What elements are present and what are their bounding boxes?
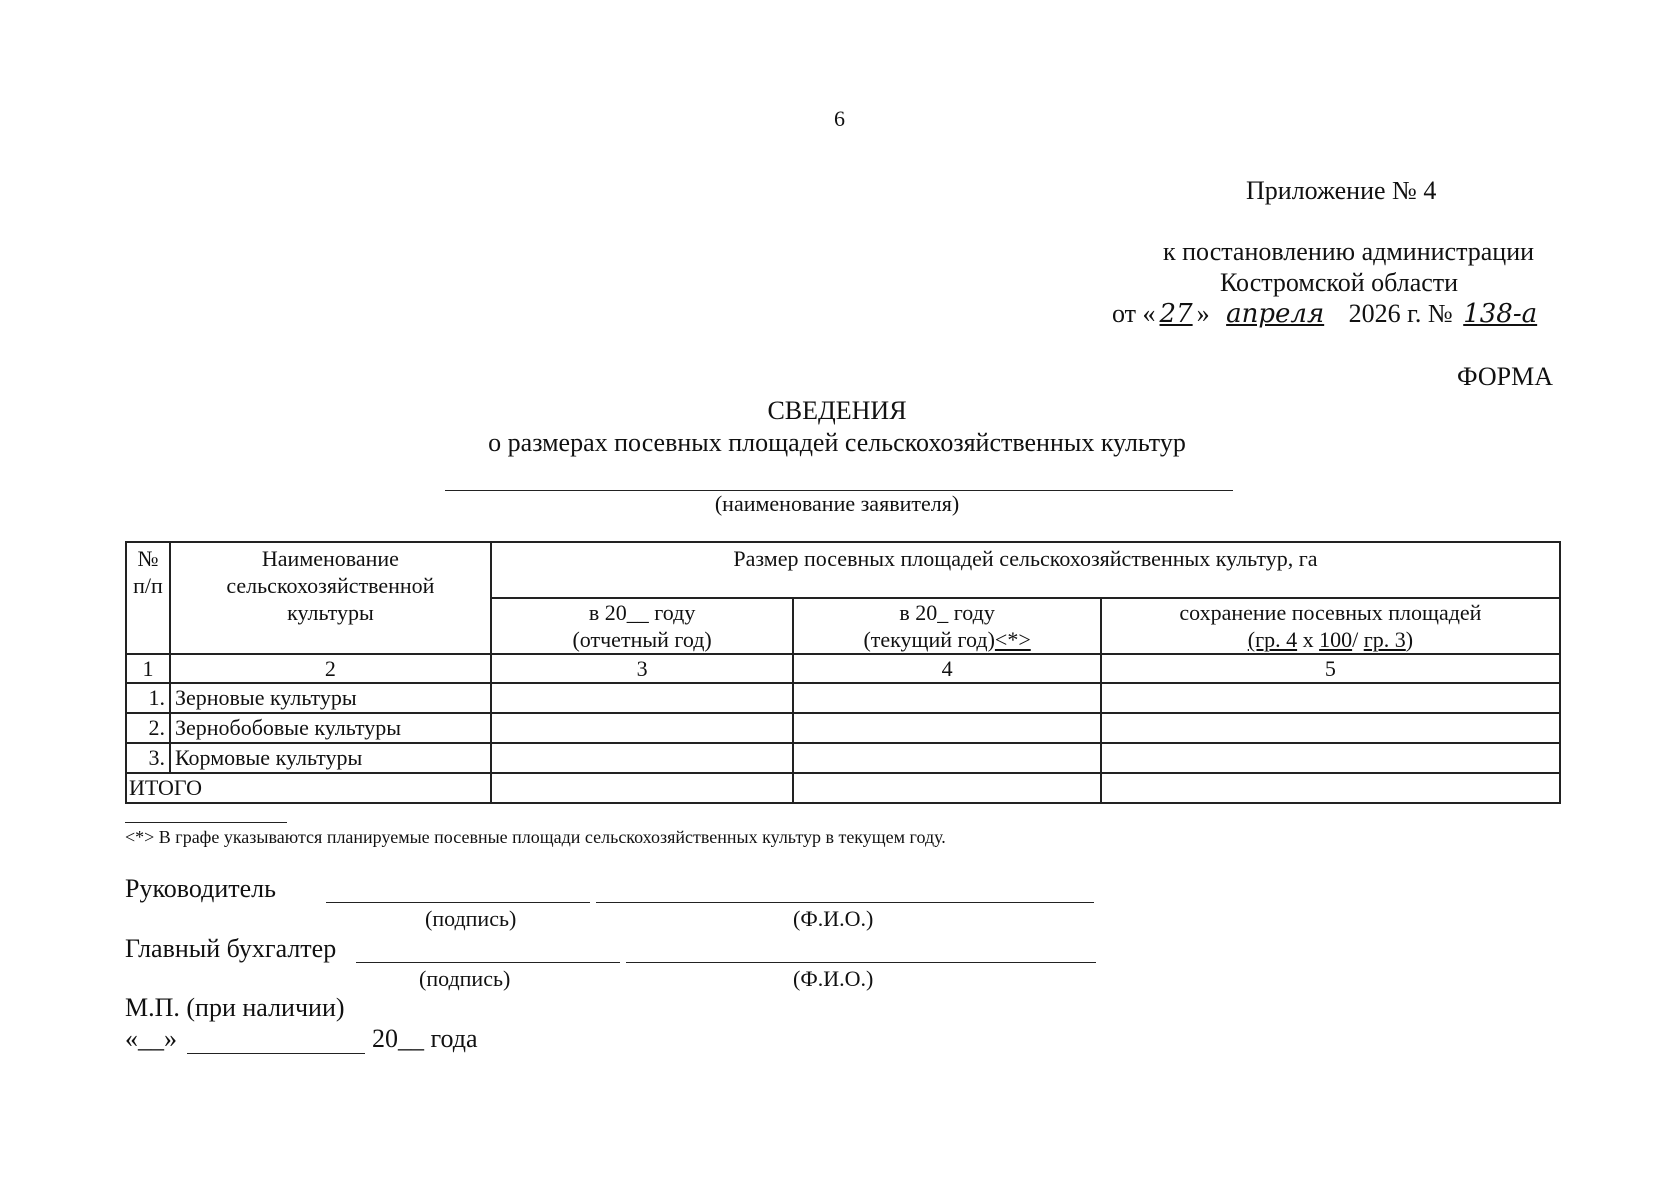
head-signature-caption: (подпись) [425, 906, 517, 931]
appendix-title: Приложение № 4 [1246, 176, 1437, 205]
table-index-row [126, 654, 1560, 683]
header-col5-line2: (гр. 4 x 100/ гр. 3) [1247, 627, 1414, 652]
header-col3-line1: в 20__ году [588, 600, 696, 625]
footnote-link[interactable]: <*> [994, 627, 1031, 652]
appendix-line2: Костромской области [1220, 268, 1459, 297]
header-col4 [793, 598, 1100, 654]
date-day-blank: «__» [125, 1024, 177, 1053]
appendix-line1: к постановлению администрации [1163, 237, 1535, 266]
document-title: СВЕДЕНИЯ [767, 396, 907, 425]
table-row [126, 743, 1560, 773]
head-fio-line[interactable] [596, 902, 1094, 903]
footnote-separator [125, 822, 287, 823]
form-label: ФОРМА [1457, 362, 1553, 391]
appendix-date-line [1112, 299, 1541, 329]
table-total-row [126, 773, 1560, 803]
crop-area-table [125, 541, 1561, 804]
header-col4-line1: в 20_ году [899, 600, 995, 625]
date-mid: » [1196, 299, 1210, 328]
document-subtitle: о размерах посевных площадей сельскохозяйственных культур [488, 428, 1186, 457]
head-label: Руководитель [125, 874, 276, 903]
table-row [126, 713, 1560, 743]
row-cell-col5[interactable] [1101, 743, 1560, 773]
header-col4-line2: (текущий год)<*> [863, 627, 1031, 652]
accountant-signature-line[interactable] [356, 962, 620, 963]
header-group: Размер посевных площадей сельскохозяйственных культур, га [491, 542, 1560, 598]
handwritten-month: апреля [1226, 299, 1325, 329]
date-prefix: от « [1112, 299, 1156, 328]
date-month-line[interactable] [187, 1053, 365, 1054]
head-signature-line[interactable] [326, 902, 590, 903]
total-label: ИТОГО [126, 773, 491, 803]
page-number: 6 [834, 106, 845, 131]
row-crop-name: Зернобобовые культуры [170, 713, 491, 743]
total-cell-col4[interactable] [793, 773, 1100, 803]
date-year-text: 20__ года [372, 1024, 478, 1053]
header-col5-line1: сохранение посевных площадей [1179, 600, 1482, 625]
index-cell: 3 [491, 654, 794, 683]
accountant-fio-caption: (Ф.И.О.) [793, 966, 874, 991]
header-col3 [491, 598, 794, 654]
accountant-label: Главный бухгалтер [125, 934, 337, 963]
accountant-signature-caption: (подпись) [419, 966, 511, 991]
row-cell-col5[interactable] [1101, 713, 1560, 743]
date-year: 2026 г. № [1348, 299, 1453, 328]
index-cell: 4 [793, 654, 1100, 683]
footnote-text: <*> В графе указываются планируемые посевные площади сельскохозяйственных культур в текущем году. [125, 827, 946, 847]
row-cell-col4[interactable] [793, 743, 1100, 773]
row-cell-col3[interactable] [491, 743, 794, 773]
row-crop-name: Зерновые культуры [170, 683, 491, 713]
index-cell: 2 [170, 654, 491, 683]
handwritten-day: 27 [1159, 299, 1193, 329]
applicant-caption: (наименование заявителя) [714, 491, 960, 516]
row-cell-col4[interactable] [793, 683, 1100, 713]
header-col3-line2: (отчетный год) [572, 627, 712, 652]
total-cell-col3[interactable] [491, 773, 794, 803]
header-crop-name: Наименование сельскохозяйственной культуры [170, 542, 491, 654]
table-row [126, 683, 1560, 713]
stamp-label: М.П. (при наличии) [125, 993, 345, 1022]
row-crop-name: Кормовые культуры [170, 743, 491, 773]
accountant-fio-line[interactable] [626, 962, 1096, 963]
handwritten-number: 138-а [1463, 299, 1538, 329]
row-cell-col5[interactable] [1101, 683, 1560, 713]
head-fio-caption: (Ф.И.О.) [793, 906, 874, 931]
index-cell: 5 [1101, 654, 1560, 683]
row-cell-col4[interactable] [793, 713, 1100, 743]
table-header-row [126, 542, 1560, 598]
row-num: 1. [126, 683, 170, 713]
row-num: 3. [126, 743, 170, 773]
row-cell-col3[interactable] [491, 713, 794, 743]
row-cell-col3[interactable] [491, 683, 794, 713]
index-cell: 1 [126, 654, 170, 683]
header-num: № п/п [126, 542, 170, 654]
row-num: 2. [126, 713, 170, 743]
header-col5 [1101, 598, 1560, 654]
total-cell-col5[interactable] [1101, 773, 1560, 803]
